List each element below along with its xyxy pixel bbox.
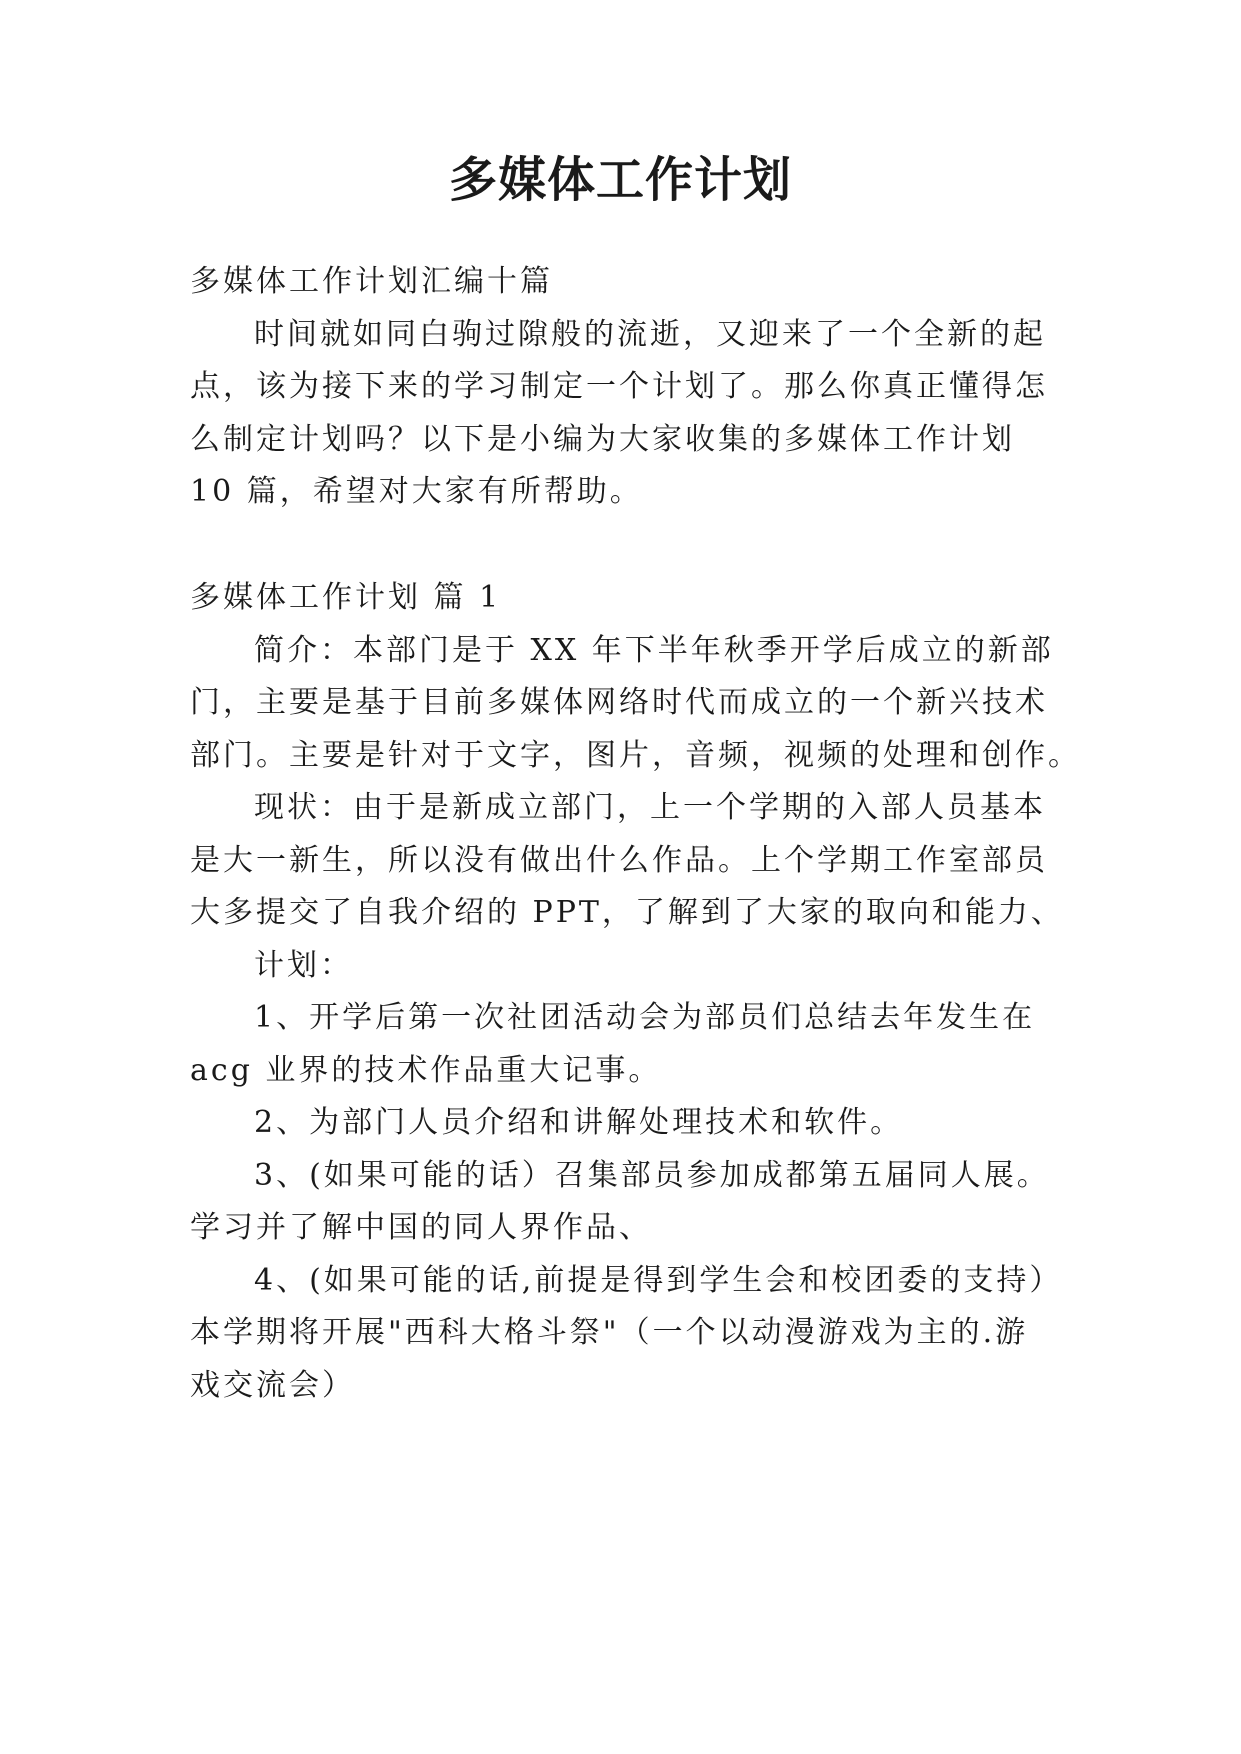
paragraph-line: 是大一新生，所以没有做出什么作品。上个学期工作室部员	[190, 843, 1048, 878]
paragraph-line: 时间就如同白驹过隙般的流逝，又迎来了一个全新的起	[254, 317, 1046, 352]
paragraph-line: 简介：本部门是于 XX 年下半年秋季开学后成立的新部	[254, 633, 1054, 668]
page-title: 多媒体工作计划	[448, 152, 792, 208]
list-item-continuation: acg 业界的技术作品重大记事。	[190, 1053, 662, 1088]
paragraph-line: 么制定计划吗？以下是小编为大家收集的多媒体工作计划	[190, 422, 1015, 457]
paragraph-line: 现状：由于是新成立部门，上一个学期的入部人员基本	[254, 790, 1046, 825]
paragraph-line: 点，该为接下来的学习制定一个计划了。那么你真正懂得怎	[190, 369, 1048, 404]
list-item-continuation: 本学期将开展"西科大格斗祭"（一个以动漫游戏为主的.游	[190, 1315, 1029, 1350]
list-item: 3、(如果可能的话）召集部员参加成都第五届同人展。	[254, 1158, 1050, 1193]
list-item-continuation: 戏交流会）	[190, 1368, 355, 1403]
section-heading: 多媒体工作计划 篇 1	[190, 580, 502, 615]
paragraph-line: 10 篇，希望对大家有所帮助。	[190, 474, 643, 509]
paragraph-line: 部门。主要是针对于文字，图片，音频，视频的处理和创作。	[190, 738, 1081, 773]
list-item-continuation: 学习并了解中国的同人界作品、	[190, 1210, 652, 1245]
paragraph-line: 计划：	[254, 948, 353, 983]
list-item: 4、(如果可能的话,前提是得到学生会和校团委的支持）	[254, 1263, 1063, 1298]
paragraph-line: 门，主要是基于目前多媒体网络时代而成立的一个新兴技术	[190, 685, 1048, 720]
list-item: 1、开学后第一次社团活动会为部员们总结去年发生在	[254, 1000, 1036, 1035]
paragraph-line: 大多提交了自我介绍的 PPT，了解到了大家的取向和能力、	[190, 895, 1064, 930]
list-item: 2、为部门人员介绍和讲解处理技术和软件。	[254, 1105, 904, 1140]
subtitle-line: 多媒体工作计划汇编十篇	[190, 264, 553, 299]
